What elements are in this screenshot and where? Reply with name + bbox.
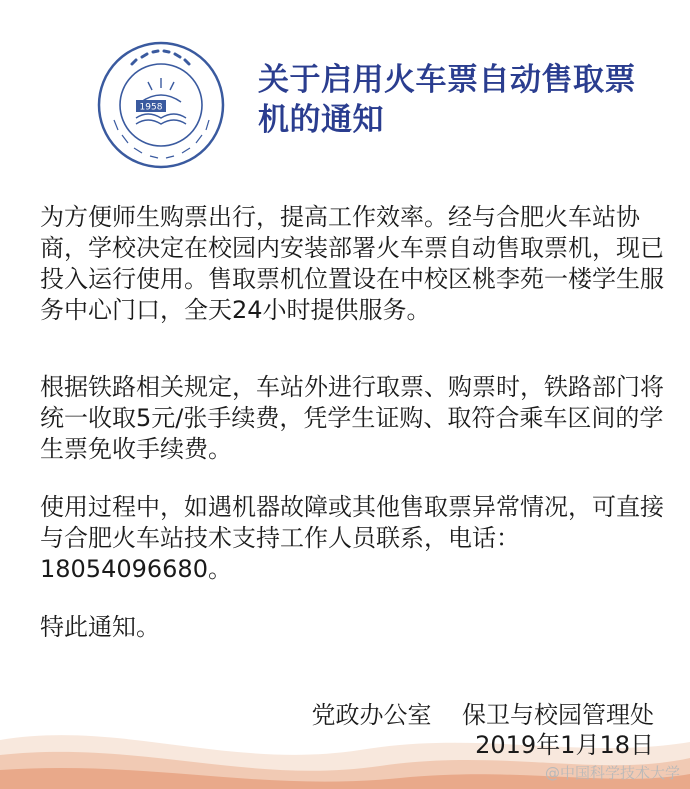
signature-date: 2019年1月18日 (475, 731, 654, 759)
university-seal-logo (96, 40, 226, 170)
paragraph-closing: 特此通知。 (40, 613, 160, 641)
logo-year: 1958 (139, 102, 163, 113)
paragraph-fees: 根据铁路相关规定，车站外进行取票、购票时，铁路部门将统一收取5元/张手续费，凭学生证购、取符合乘车区间的学生票免收手续费。 (40, 373, 664, 463)
paragraph-contact: 使用过程中，如遇机器故障或其他售取票异常情况，可直接与合肥火车站技术支持工作人员联系，电话：18054096680。 (40, 493, 664, 583)
watermark-text: @中国科学技术大学 (544, 764, 680, 782)
notice-title: 关于启用火车票自动售取票机的通知 (258, 62, 636, 138)
paragraph-intro: 为方便师生购票出行，提高工作效率。经与合肥火车站协商，学校决定在校园内安装部署火车票自动售取票机，现已投入运行使用。售取票机位置设在中校区桃李苑一楼学生服务中心门口，全天24小时提供服务。 (40, 203, 664, 324)
signature-departments: 党政办公室 保卫与校园管理处 (311, 701, 654, 729)
